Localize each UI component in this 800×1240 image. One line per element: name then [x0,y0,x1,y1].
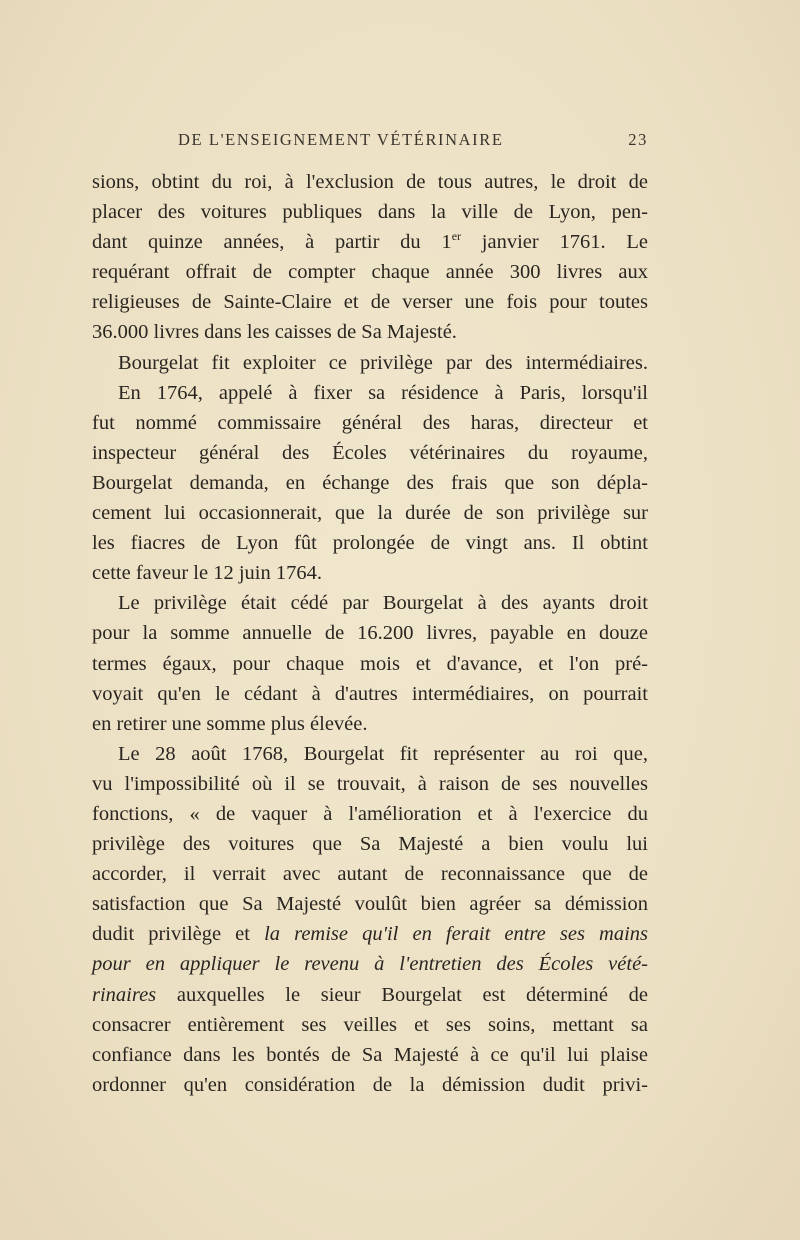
text-line [92,919,648,949]
text-line: satisfaction que Sa Majesté voulût bien agréer sa démission [92,893,648,916]
superscript: er [451,229,462,244]
italic-segment: la remise qu'il en ferait entre ses mains [264,923,648,946]
text-line: privilège des voitures que Sa Majesté a bien voulu lui [92,833,648,856]
text-line: 36.000 livres dans les caisses de Sa Majesté. [92,321,457,344]
text-line: requérant offrait de compter chaque année 300 livres aux [92,261,648,284]
text-line: sions, obtint du roi, à l'exclusion de tous autres, le droit de [92,171,648,193]
text-line: Le privilège était cédé par Bourgelat à des ayants droit [118,592,648,615]
text-line: Le 28 août 1768, Bourgelat fit représenter au roi que, [118,742,648,765]
text-line [92,949,648,979]
text-line: confiance dans les bontés de Sa Majesté à ce qu'il lui plaise [92,1043,648,1066]
text-line: cette faveur le 12 juin 1764. [92,562,322,585]
running-head-title: DE L'ENSEIGNEMENT VÉTÉRINAIRE [178,130,504,149]
italic-segment: rinaires [92,983,157,1006]
text-line [92,227,648,257]
text-segment: dudit privilège et [92,923,265,946]
text-line [92,980,648,1010]
text-line: en retirer une somme plus élevée. [92,712,368,735]
text-segment: janvier 1761. Le [461,231,648,254]
text-line: En 1764, appelé à fixer sa résidence à Paris, lorsqu'il [118,381,648,404]
text-line: consacrer entièrement ses veilles et ses soins, mettant sa [92,1013,648,1036]
running-head [92,130,648,154]
text-line: Bourgelat demanda, en échange des frais que son dépla- [92,471,648,494]
text-line: religieuses de Sainte-Claire et de verser une fois pour toutes [92,291,648,314]
italic-segment: pour en appliquer le revenu à l'entretien des Écoles vété- [92,953,648,976]
text-line: fonctions, « de vaquer à l'amélioration et à l'exercice du [92,802,648,825]
page-number: 23 [628,130,648,149]
text-line: inspecteur général des Écoles vétérinaires du royaume, [92,441,648,464]
text-line: termes égaux, pour chaque mois et d'avance, et l'on pré- [92,652,648,675]
text-line: cement lui occasionnerait, que la durée de son privilège sur [92,502,648,525]
text-line: placer des voitures publiques dans la ville de Lyon, pen- [92,201,648,224]
text-line: pour la somme annuelle de 16.200 livres, payable en douze [92,622,648,645]
text-line: ordonner qu'en considération de la démission dudit privi- [92,1073,648,1096]
text-line: les fiacres de Lyon fût prolongée de vingt ans. Il obtint [92,532,648,555]
text-line: voyait qu'en le cédant à d'autres intermédiaires, on pourrait [92,682,648,705]
text-line: fut nommé commissaire général des haras, directeur et [92,411,648,434]
text-line: Bourgelat fit exploiter ce privilège par des intermédiaires. [118,351,648,374]
text-line: vu l'impossibilité où il se trouvait, à raison de ses nouvelles [92,772,648,795]
body-text [92,167,648,1100]
text-line: accorder, il verrait avec autant de reconnaissance que de [92,863,648,886]
text-segment: auxquelles le sieur Bourgelat est déterminé de [156,983,648,1006]
text-segment: dant quinze années, à partir du 1 [92,231,452,254]
